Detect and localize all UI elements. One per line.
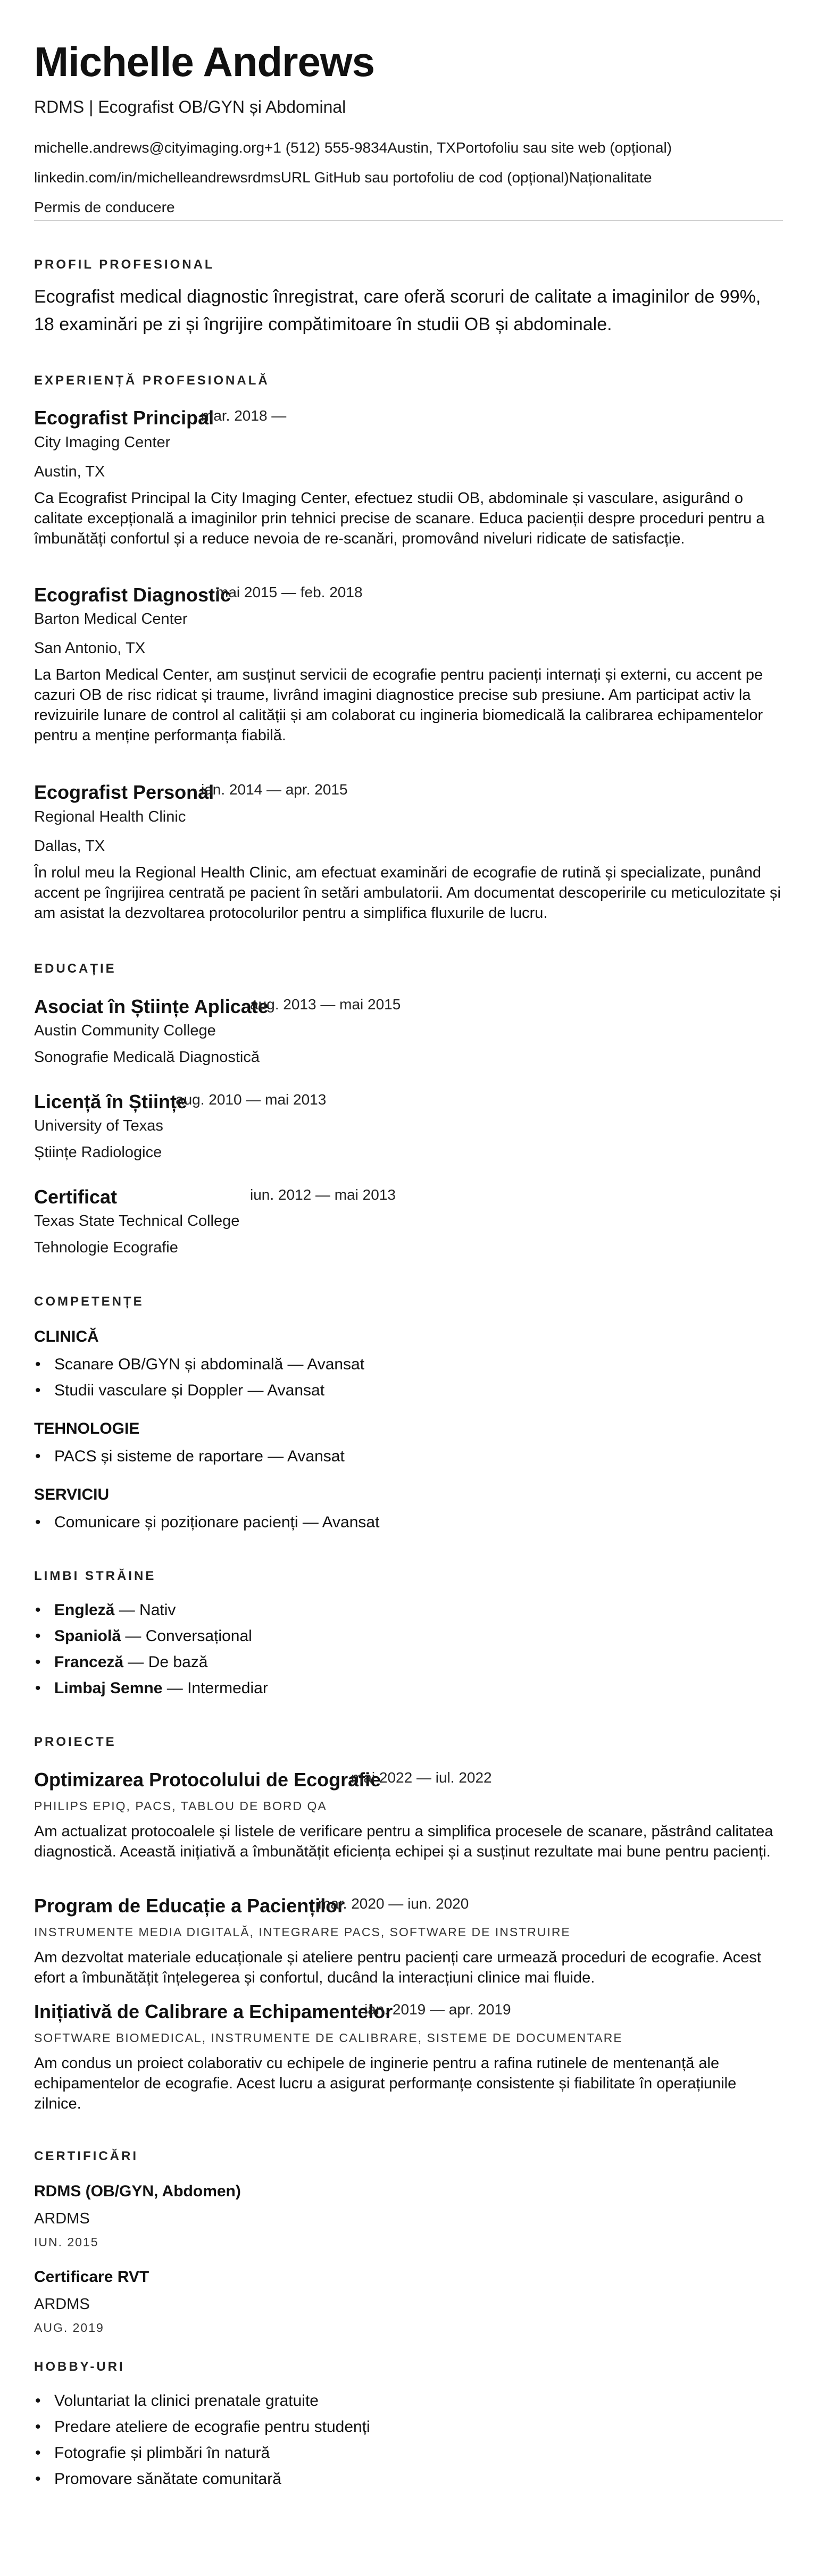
project-tags: INSTRUMENTE MEDIA DIGITALĂ, INTEGRARE PACS, SOFTWARE DE INSTRUIRE [34,1925,571,1939]
education-heading: EDUCAȚIE [34,961,116,976]
education-school: University of Texas [34,1117,163,1134]
experience-location: Austin, TX [34,463,105,480]
hobby-item: • Fotografie și plimbări în natură [54,2444,270,2462]
language-item [54,1601,176,1619]
experience-description: La Barton Medical Center, am susținut servicii de ecografie pentru pacienți internați și externi, cu accent pe cazuri OB de risc ridicat și traume, livrând imagini diagnostice precise sub presiune. Am participat activ la revizuirile lunare de control al calității și am colaborat cu ingineria biomedicală la calibrarea echipamentelor pentru a menține performanța fiabilă. [34,666,763,744]
education-field: Tehnologie Ecografie [34,1239,178,1256]
project-dates: ian. 2019 — apr. 2019 [364,2001,511,2018]
contact-line-2: linkedin.com/in/michelleandrewsrdmsURL GitHub sau portofoliu de cod (opțional)Naționalitate [34,169,652,186]
language-item [54,1627,252,1645]
experience-description: În rolul meu la Regional Health Clinic, am efectuat examinări de ecografie de rutină și specializate, punând accent pe îngrijirea centrată pe pacient în setări ambulatorii. Am documentat descoperirile cu meticulozitate și am asistat la dezvoltarea protocolurilor pentru a simplifica fluxurile de lucru. [34,864,781,922]
project-description: Am actualizat protocoalele și listele de verificare pentru a simplifica procesele de scanare, păstrând calitatea diagnostică. Această inițiativă a îmbunătățit eficiența echipei și a susținut rezultate mai bune pentru pacienți. [34,1823,773,1860]
experience-title: Ecografist Principal [34,407,214,429]
education-field: Științe Radiologice [34,1144,162,1161]
candidate-name: Michelle Andrews [34,38,374,85]
project-title: Optimizarea Protocolului de Ecografie [34,1769,381,1791]
experience-location: Dallas, TX [34,838,105,855]
candidate-tagline: RDMS | Ecografist OB/GYN și Abdominal [34,97,346,116]
cert-issuer: ARDMS [34,2210,90,2227]
certifications-heading: CERTIFICĂRI [34,2149,138,2163]
project-dates: mai 2022 — iul. 2022 [351,1769,492,1786]
education-school: Texas State Technical College [34,1212,240,1230]
contact-line-3: Permis de conducere [34,199,175,215]
project-title: Program de Educație a Pacienților [34,1895,345,1917]
hobby-item: • Promovare sănătate comunitară [54,2470,281,2488]
skill-item: • PACS și sisteme de raportare — Avansat [54,1448,345,1466]
experience-description: Ca Ecografist Principal la City Imaging Center, efectuez studii OB, abdominale și vasculare, asigurând o calitate excepțională a imaginilor prin tehnici precise de scanare. Educa pacienții despre proceduri pentru a îmbunătăți confortul și a reduce nevoia de re-scanări, promovând niveluri ridicate de satisfacție. [34,490,765,547]
education-dates: aug. 2010 — mai 2013 [176,1091,327,1108]
language-level: — De bază [123,1653,208,1671]
summary-text: Ecografist medical diagnostic înregistrat, care oferă scoruri de calitate a imaginilor de 99%, 18 examinări pe zi și îngrijire compătimitoare în studii OB și abdominale. [34,287,761,334]
experience-org: City Imaging Center [34,434,171,451]
cert-date: AUG. 2019 [34,2321,104,2335]
skill-group-title: TEHNOLOGIE [34,1420,140,1437]
experience-location: San Antonio, TX [34,640,146,657]
cert-issuer: ARDMS [34,2296,90,2313]
project-dates: mar. 2020 — iun. 2020 [318,1895,469,1912]
language-level: — Intermediar [162,1679,268,1697]
education-school: Austin Community College [34,1022,216,1039]
skill-item: • Scanare OB/GYN și abdominală — Avansat [54,1356,364,1374]
experience-heading: EXPERIENȚĂ PROFESIONALĂ [34,373,270,388]
experience-org: Barton Medical Center [34,610,188,628]
languages-heading: LIMBI STRĂINE [34,1569,156,1583]
hobby-item: • Predare ateliere de ecografie pentru studenți [54,2418,370,2436]
cert-name: RDMS (OB/GYN, Abdomen) [34,2182,241,2200]
education-degree: Asociat în Științe Aplicate [34,996,269,1017]
language-name: Limbaj Semne [54,1679,163,1697]
education-dates: aug. 2013 — mai 2015 [250,996,401,1013]
language-name: Spaniolă [54,1627,121,1645]
skills-heading: COMPETENȚE [34,1294,144,1309]
contact-line-1: michelle.andrews@cityimaging.org+1 (512) 555-9834Austin, TXPortofoliu sau site web (opțional) [34,139,672,156]
experience-dates: ian. 2014 — apr. 2015 [201,781,348,798]
skill-item: • Comunicare și poziționare pacienți — Avansat [54,1513,379,1532]
hobbies-heading: HOBBY-URI [34,2360,125,2374]
experience-title: Ecografist Diagnostic [34,584,231,606]
header-divider [34,220,783,221]
education-field: Sonografie Medicală Diagnostică [34,1049,260,1066]
language-item [54,1679,268,1697]
education-dates: iun. 2012 — mai 2013 [250,1186,396,1203]
language-item [54,1653,208,1671]
language-level: — Conversațional [121,1627,252,1645]
experience-org: Regional Health Clinic [34,808,186,825]
project-description: Am condus un proiect colaborativ cu echipele de inginerie pentru a rafina rutinele de mentenanță ale echipamentelor de ecografie. Acest lucru a asigurat performanțe consistente și fiabilitate în operațiunile zilnice. [34,2055,737,2112]
education-degree: Licență în Științe [34,1091,188,1113]
experience-dates: mar. 2018 — [201,407,287,424]
project-description: Am dezvoltat materiale educaționale și ateliere pentru pacienți care urmează proceduri de ecografie. Acest efort a îmbunătățit înțelegerea și confortul, ducând la interacțiuni clinice mai fluide. [34,1949,761,1986]
cert-date: IUN. 2015 [34,2235,99,2249]
education-degree: Certificat [34,1186,118,1208]
cert-name: Certificare RVT [34,2268,149,2286]
experience-title: Ecografist Personal [34,781,214,803]
hobby-item: • Voluntariat la clinici prenatale gratuite [54,2392,319,2410]
skill-item: • Studii vasculare și Doppler — Avansat [54,1382,324,1400]
project-title: Inițiativă de Calibrare a Echipamentelor [34,2001,393,2022]
language-name: Franceză [54,1653,124,1671]
projects-heading: PROIECTE [34,1735,116,1749]
skill-group-title: CLINICĂ [34,1328,99,1345]
language-name: Engleză [54,1601,115,1619]
language-level: — Nativ [114,1601,176,1619]
summary-heading: PROFIL PROFESIONAL [34,257,215,272]
skill-group-title: SERVICIU [34,1486,110,1503]
project-tags: PHILIPS EPIQ, PACS, TABLOU DE BORD QA [34,1799,327,1813]
experience-dates: mai 2015 — feb. 2018 [216,584,363,600]
project-tags: SOFTWARE BIOMEDICAL, INSTRUMENTE DE CALIBRARE, SISTEME DE DOCUMENTARE [34,2031,623,2045]
